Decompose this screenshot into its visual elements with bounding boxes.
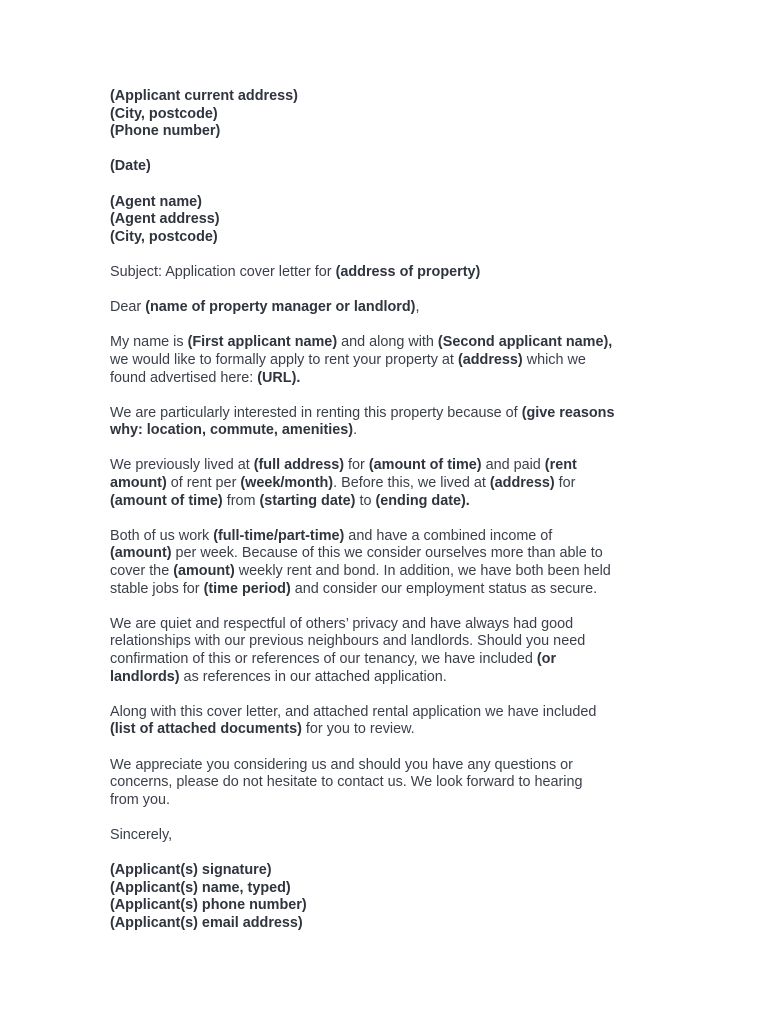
text-run: per week. Because of this we consider ourselves more than able to xyxy=(171,545,603,562)
text-run: from xyxy=(222,492,260,509)
letter-date: (Date) xyxy=(110,158,151,175)
placeholder-amount-of-time: (amount of time) xyxy=(368,457,482,474)
placeholder-attached-documents: (list of attached documents) xyxy=(110,721,302,738)
text-line: We appreciate you considering us and should you have any questions or xyxy=(110,756,573,773)
text-line: Along with this cover letter, and attached rental application we have included xyxy=(110,703,597,720)
placeholder-previous-duration: (amount of time) xyxy=(110,492,223,509)
placeholder-starting-date: (starting date) xyxy=(259,492,356,509)
salutation-pre: Dear xyxy=(110,299,146,316)
agent-name: (Agent name) xyxy=(110,193,202,210)
text-line: relationships with our previous neighbours and landlords. Should you need xyxy=(110,633,586,650)
placeholder-address: (address) xyxy=(457,351,523,368)
placeholder-week-month: (week/month) xyxy=(240,475,334,492)
text-run: stable jobs for xyxy=(110,580,204,597)
text-run: Both of us work xyxy=(110,527,214,544)
cover-letter xyxy=(110,88,670,933)
subject-text: Subject: Application cover letter for xyxy=(110,263,336,280)
placeholder-time-period: (time period) xyxy=(203,580,291,597)
text-line: We are quiet and respectful of others’ privacy and have always had good xyxy=(110,615,574,632)
placeholder-reasons: (give reasons xyxy=(521,404,615,421)
text-line: from you. xyxy=(110,791,170,808)
text-run: . Before this, we lived at xyxy=(333,475,490,492)
paragraph-employment xyxy=(110,528,670,598)
text-run: and have a combined income of xyxy=(344,527,553,544)
applicant-signature: (Applicant(s) signature) xyxy=(110,862,272,879)
placeholder-landlords: (or xyxy=(536,651,557,667)
paragraph-reasons xyxy=(110,405,670,440)
placeholder-previous-address: (address) xyxy=(489,475,555,492)
placeholder-landlords-cont: landlords) xyxy=(110,668,180,685)
paragraph-references xyxy=(110,616,670,686)
text-run: cover the xyxy=(110,563,174,580)
placeholder-full-address: (full address) xyxy=(253,457,345,474)
text-run: as references in our attached application. xyxy=(179,668,447,685)
text-run: to xyxy=(355,492,376,509)
text-run: and paid xyxy=(481,457,545,474)
salutation-post: , xyxy=(415,299,420,316)
placeholder-rent-amount-weekly: (amount) xyxy=(173,563,235,580)
agent-address-block xyxy=(110,194,670,247)
text-run: weekly rent and bond. In addition, we have both been held xyxy=(234,563,611,580)
text-run: we would like to formally apply to rent your property at xyxy=(110,351,458,368)
applicant-name-typed: (Applicant(s) name, typed) xyxy=(110,879,291,896)
text-line: concerns, please do not hesitate to contact us. We look forward to hearing xyxy=(110,774,583,791)
text-run: for xyxy=(554,475,576,492)
placeholder-income-amount: (amount) xyxy=(110,545,172,562)
text-run: We are particularly interested in renting this property because of xyxy=(110,404,522,421)
agent-address: (Agent address) xyxy=(110,211,220,228)
text-run: and along with xyxy=(337,334,438,351)
text-run: for xyxy=(344,457,369,474)
applicant-city-postcode: (City, postcode) xyxy=(110,105,218,122)
placeholder-reasons-cont: why: location, commute, amenities) xyxy=(110,422,354,439)
signature-block xyxy=(110,862,670,932)
text-run: found advertised here: xyxy=(110,369,258,386)
text-run: My name is xyxy=(110,334,188,351)
applicant-address-block xyxy=(110,88,670,141)
placeholder-ending-date: (ending date). xyxy=(375,492,470,509)
salutation xyxy=(110,299,670,317)
applicant-phone: (Phone number) xyxy=(110,123,221,140)
paragraph-rental-history xyxy=(110,457,670,510)
closing xyxy=(110,827,670,845)
date-block xyxy=(110,158,670,176)
subject-line xyxy=(110,264,670,282)
text-run: of rent per xyxy=(166,475,241,492)
subject-placeholder: (address of property) xyxy=(335,263,481,280)
placeholder-second-applicant: (Second applicant name), xyxy=(437,334,613,351)
paragraph-introduction xyxy=(110,334,670,387)
placeholder-rent-amount: (rent xyxy=(544,457,577,474)
applicant-phone-number: (Applicant(s) phone number) xyxy=(110,897,307,914)
placeholder-rent-amount-cont: amount) xyxy=(110,475,167,492)
text-run: for you to review. xyxy=(301,721,415,738)
agent-city-postcode: (City, postcode) xyxy=(110,228,218,245)
applicant-address: (Applicant current address) xyxy=(110,88,298,104)
text-run: We previously lived at xyxy=(110,457,254,474)
applicant-email-address: (Applicant(s) email address) xyxy=(110,914,303,931)
salutation-placeholder: (name of property manager or landlord) xyxy=(145,299,416,316)
text-run: . xyxy=(353,422,358,439)
closing-text: Sincerely, xyxy=(110,826,173,843)
paragraph-attachments xyxy=(110,704,670,739)
placeholder-first-applicant: (First applicant name) xyxy=(187,334,338,351)
placeholder-url: (URL). xyxy=(257,369,301,386)
paragraph-closing xyxy=(110,757,670,810)
text-run: confirmation of this or references of our tenancy, we have included xyxy=(110,651,537,667)
placeholder-work-type: (full-time/part-time) xyxy=(213,527,345,544)
text-run: and consider our employment status as secure. xyxy=(290,580,598,597)
text-run: which we xyxy=(522,351,586,368)
